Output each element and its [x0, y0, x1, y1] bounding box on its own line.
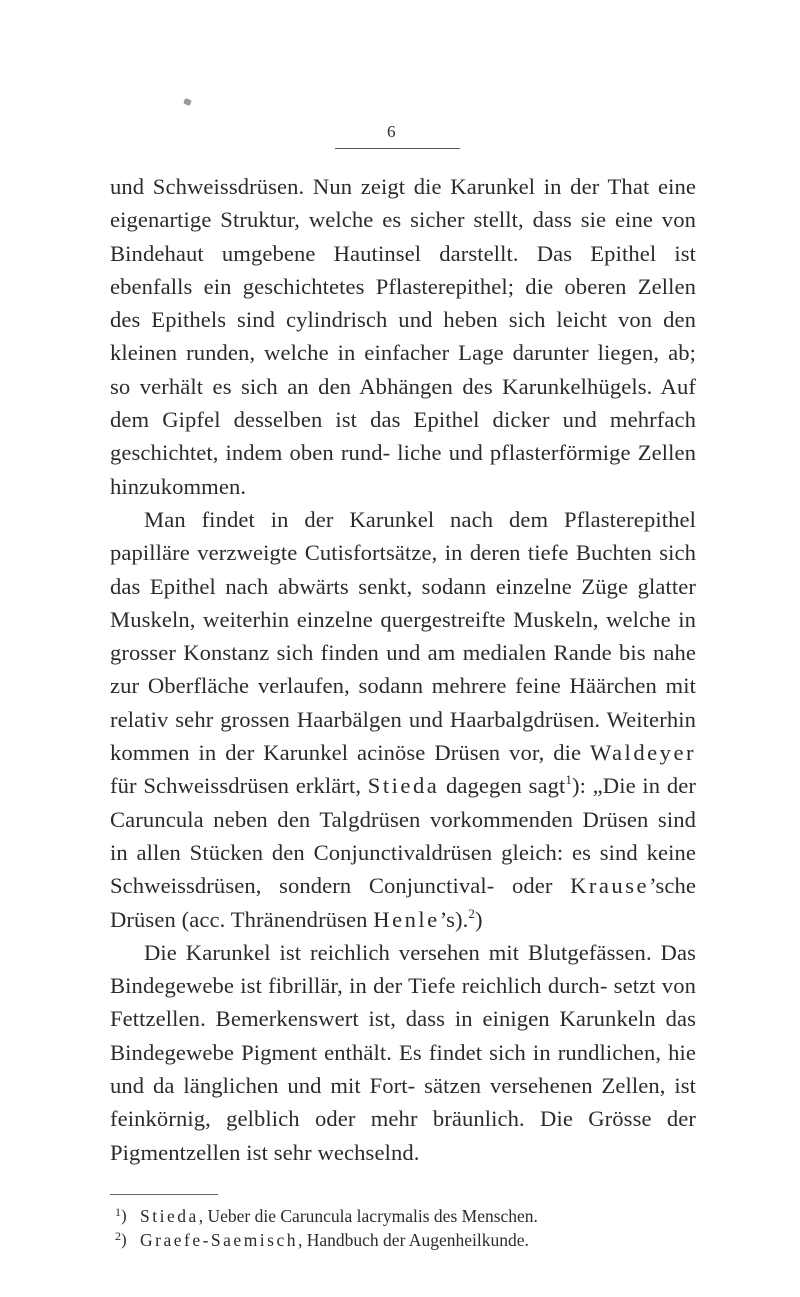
- paragraph-2-text-2: für Schweissdrüsen erklärt,: [110, 773, 368, 799]
- footnote-2-author: Graefe-Saemisch: [140, 1230, 298, 1250]
- page-number: 6: [387, 122, 396, 141]
- paragraph-2-text-7: ): [474, 906, 483, 932]
- footnote-ref-2: 2: [468, 905, 475, 921]
- footnotes: [115, 1204, 700, 1252]
- author-name-krause: Krause: [570, 873, 650, 899]
- footnote-1: [115, 1204, 700, 1228]
- paragraph-2-text-3: dagegen sagt: [439, 773, 566, 799]
- paragraph-2-text-1: Man findet in der Karunkel nach dem Pflasterepithel papilläre verzweigte Cutisfortsätze, in deren tiefe Buchten sich das Epithel nach abwärts senkt, sodann einzelne Züge glatter Muskeln, weiterhin einzelne quergestreifte Muskeln, welche in grosser Konstanz sich finden und am medialen Rande bis nahe zur Oberfläche verlaufen, sodann mehrere feine Häärchen mit relativ sehr grossen Haarbälgen und Haarbalgdrüsen. Weiterhin kommen in der Karunkel acinöse Drüsen vor, die: [110, 506, 696, 766]
- paragraph-2: [110, 503, 696, 936]
- author-name-stieda: Stieda: [367, 773, 440, 799]
- footnote-1-text: , Ueber die Caruncula lacrymalis des Menschen.: [198, 1206, 538, 1226]
- footnote-1-author: Stieda: [140, 1206, 199, 1226]
- paragraph-2-text-6: ’s).: [439, 906, 469, 932]
- paragraph-2-text-4: ): „Die in der Caruncula neben den Talgdrüsen vorkommenden Drüsen sind in allen Stücken den Conjunctivaldrüsen gleich: es sind keine Schweissdrüsen, sondern Conjunctival- oder: [110, 773, 696, 899]
- print-speck: [183, 98, 192, 106]
- footnote-mark-1: 1 ): [115, 1199, 127, 1224]
- footnote-mark-2: 2 ): [115, 1223, 127, 1248]
- paragraph-1: und Schweissdrüsen. Nun zeigt die Karunkel in der That eine eigenartige Struktur, welche es sicher stellt, dass sie eine von Bindehaut umgebene Hautinsel darstellt. Das Epithel ist ebenfalls ein geschichtetes Pflasterepithel; die oberen Zellen des Epithels sind cylindrisch und heben sich leicht von den kleinen runden, welche in einfacher Lage darunter liegen, ab; so verhält es sich an den Abhängen des Karunkelhügels. Auf dem Gipfel desselben ist das Epithel dicker und mehrfach geschichtet, indem oben rund- liche und pflasterförmige Zellen hinzukommen.: [110, 174, 696, 499]
- author-name-waldeyer: Waldeyer: [590, 740, 696, 766]
- body-text: [110, 170, 696, 1169]
- author-name-henle: Henle: [373, 906, 440, 932]
- header-rule: [335, 148, 460, 149]
- paragraph-2-text-5: ’sche Drüsen (acc. Thränendrüsen: [110, 873, 696, 932]
- footnote-rule: [110, 1194, 218, 1195]
- footnote-ref-1: 1: [565, 772, 572, 788]
- paragraph-3: Die Karunkel ist reichlich versehen mit Blutgefässen. Das Bindegewebe ist fibrillär, in der Tiefe reichlich durch- setzt von Fettzellen. Bemerkenswert ist, dass in einigen Karunkeln das Bindegewebe Pigment enthält. Es findet sich in rundlichen, hie und da länglichen und mit Fort- sätzen versehenen Zellen, ist feinkörnig, gelblich oder mehr bräunlich. Die Grösse der Pigmentzellen ist sehr wechselnd.: [110, 939, 696, 1165]
- footnote-2: [115, 1228, 700, 1252]
- footnote-2-text: , Handbuch der Augenheilkunde.: [298, 1230, 529, 1250]
